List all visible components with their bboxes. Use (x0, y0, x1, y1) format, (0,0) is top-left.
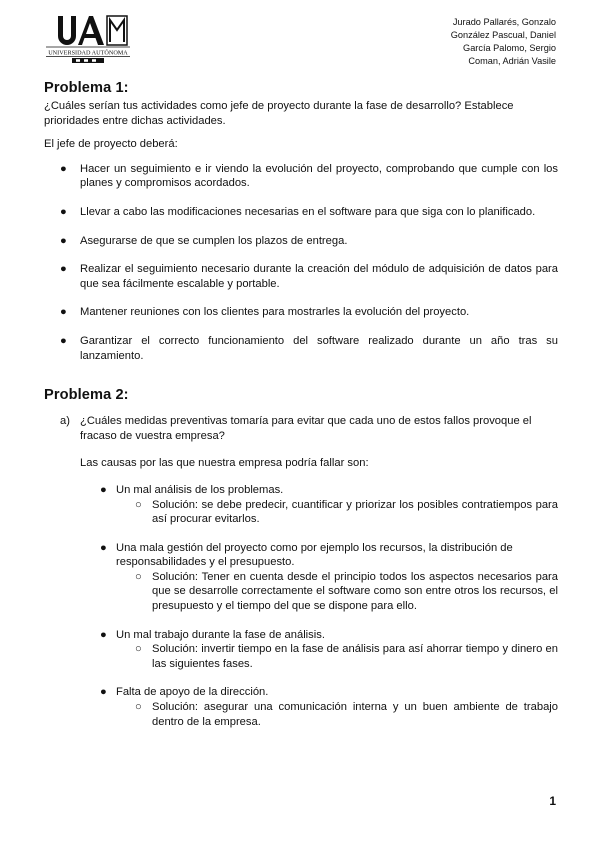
bullet-icon: ● (60, 306, 67, 319)
causes-list (44, 483, 558, 729)
cause-text: Un mal análisis de los problemas. (116, 483, 284, 496)
list-item (44, 262, 558, 291)
problem-1-lead: El jefe de proyecto deberá: (44, 138, 178, 151)
university-logo (44, 14, 132, 64)
logo-text: UNIVERSIDAD AUTÓNOMA (48, 49, 128, 57)
bullet-icon: ● (60, 162, 67, 175)
bullet-icon: ● (100, 541, 107, 554)
circle-bullet-icon: ○ (135, 570, 142, 583)
cause-item (44, 483, 558, 527)
bullet-icon: ● (100, 483, 107, 496)
item-marker: a) (60, 415, 70, 428)
problem-2-question (44, 414, 558, 443)
cause-text: Falta de apoyo de la dirección. (116, 686, 269, 699)
page-number: 1 (549, 794, 556, 808)
solution-item (116, 642, 558, 671)
author-list (451, 16, 556, 68)
bullet-icon: ● (100, 628, 107, 641)
list-item (44, 305, 558, 320)
list-item-text: Garantizar el correcto funcionamiento del software realizado durante un año tras su lanzamiento. (80, 334, 558, 362)
document-body (44, 80, 558, 743)
question-text: ¿Cuáles medidas preventivas tomaría para evitar que cada uno de estos fallos provoque el fracaso de vuestra empresa? (80, 415, 532, 442)
solution-text: Solución: Tener en cuenta desde el principio todos los aspectos necesarios para que se desarrolle correctamente el software como son entre otros los recursos, el presupuesto y el tiempo del que se dispone para ello. (152, 570, 558, 613)
list-item-text: Llevar a cabo las modificaciones necesarias en el software para que siga con lo planificado. (80, 205, 536, 218)
circle-bullet-icon: ○ (135, 701, 142, 714)
list-item (44, 205, 558, 220)
cause-item (44, 685, 558, 729)
problem-1-question: ¿Cuáles serían tus actividades como jefe de proyecto durante la fase de desarrollo? Establece prioridades entre dichas actividades. (44, 100, 514, 127)
solution-text: Solución: asegurar una comunicación interna y un buen ambiente de trabajo dentro de la empresa. (152, 701, 558, 728)
bullet-icon: ● (60, 263, 67, 276)
list-item-text: Hacer un seguimiento e ir viendo la evolución del proyecto, comprobando que cumple con los planes y compromisos acordados. (80, 162, 558, 190)
author-name: García Palomo, Sergio (463, 42, 556, 53)
bullet-icon: ● (60, 205, 67, 218)
cause-item (44, 628, 558, 672)
list-item (44, 234, 558, 249)
author-name: Coman, Adrián Vasile (468, 55, 556, 66)
list-item-text: Mantener reuniones con los clientes para mostrarles la evolución del proyecto. (80, 306, 470, 319)
circle-bullet-icon: ○ (135, 643, 142, 656)
solution-text: Solución: invertir tiempo en la fase de análisis para así ahorrar tiempo y dinero en las siguientes fases. (152, 643, 558, 670)
author-name: González Pascual, Daniel (450, 29, 556, 40)
list-item-text: Asegurarse de que se cumplen los plazos de entrega. (80, 234, 348, 247)
bullet-icon: ● (60, 234, 67, 247)
bullet-icon: ● (100, 686, 107, 699)
problem-1-bullet-list (44, 162, 558, 363)
list-item (44, 334, 558, 363)
cause-text: Un mal trabajo durante la fase de análisis. (116, 628, 325, 641)
solution-item (116, 570, 558, 614)
solution-item (116, 498, 558, 527)
author-name: Jurado Pallarés, Gonzalo (452, 17, 556, 27)
cause-item (44, 541, 558, 614)
solution-item (116, 700, 558, 729)
bullet-icon: ● (60, 334, 67, 347)
list-item (44, 162, 558, 191)
circle-bullet-icon: ○ (135, 498, 142, 511)
list-item-text: Realizar el seguimiento necesario durante la creación del módulo de adquisición de datos para que sea fácilmente escalable y portable. (80, 263, 558, 290)
problem-2-heading: Problema 2: (44, 387, 129, 404)
causes-intro: Las causas por las que nuestra empresa podría fallar son: (80, 457, 369, 470)
cause-text: Una mala gestión del proyecto como por ejemplo los recursos, la distribución de responsabilidades y el presupuesto. (116, 541, 513, 569)
problem-1-heading: Problema 1: (44, 80, 129, 96)
solution-text: Solución: se debe predecir, cuantificar y priorizar los posibles contratiempos para así procurar evitarlos. (152, 498, 558, 526)
